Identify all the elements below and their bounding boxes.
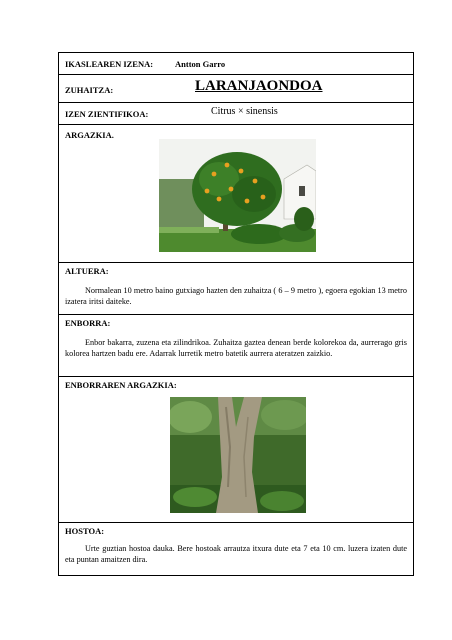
leaf-label: HOSTOA: <box>65 526 105 536</box>
trunk-image <box>170 397 306 513</box>
height-text: Normalean 10 metro baino gutxiago hazten den zuhaitza ( 6 – 9 metro ), egoera egokian 13 metro izatera iritsi daiteke. <box>65 286 407 306</box>
trunk-section <box>59 315 413 377</box>
leaf-section <box>59 523 413 575</box>
height-section <box>59 263 413 315</box>
orange-tree-photo <box>159 139 316 252</box>
trunk-label: ENBORRA: <box>65 318 111 328</box>
tree-name: LARANJAONDOA <box>195 78 323 94</box>
scientific-row <box>59 103 413 125</box>
tree-row <box>59 75 413 103</box>
tree-label: ZUHAITZA: <box>65 85 114 95</box>
student-row <box>59 53 413 75</box>
orange-tree-image <box>159 139 316 252</box>
worksheet <box>58 52 414 576</box>
leaf-text: Urte guztian hostoa dauka. Bere hostoak arrautza itxura dute eta 7 eta 10 cm. luzera izaten dute eta puntan amaitzen dira. <box>65 544 407 564</box>
trunk-text: Enbor bakarra, zuzena eta zilindrikoa. Zuhaitza gaztea denean berde kolorekoa da, aurrerago gris kolorea hartzen badu ere. Adarrak lurretik metro batetik aurrera ateratzen zaizkio. <box>65 338 407 358</box>
height-label: ALTUERA: <box>65 266 109 276</box>
scientific-name: Citrus × sinensis <box>211 106 278 117</box>
trunk-photo-section <box>59 377 413 523</box>
student-name: Antton Garro <box>175 59 226 69</box>
scientific-label: IZEN ZIENTIFIKOA: <box>65 109 149 119</box>
trunk-photo <box>170 397 306 513</box>
photo-label: ARGAZKIA. <box>65 130 114 140</box>
photo-section <box>59 125 413 263</box>
trunk-photo-label: ENBORRAREN ARGAZKIA: <box>65 380 177 390</box>
student-label: IKASLEAREN IZENA: <box>65 59 154 69</box>
